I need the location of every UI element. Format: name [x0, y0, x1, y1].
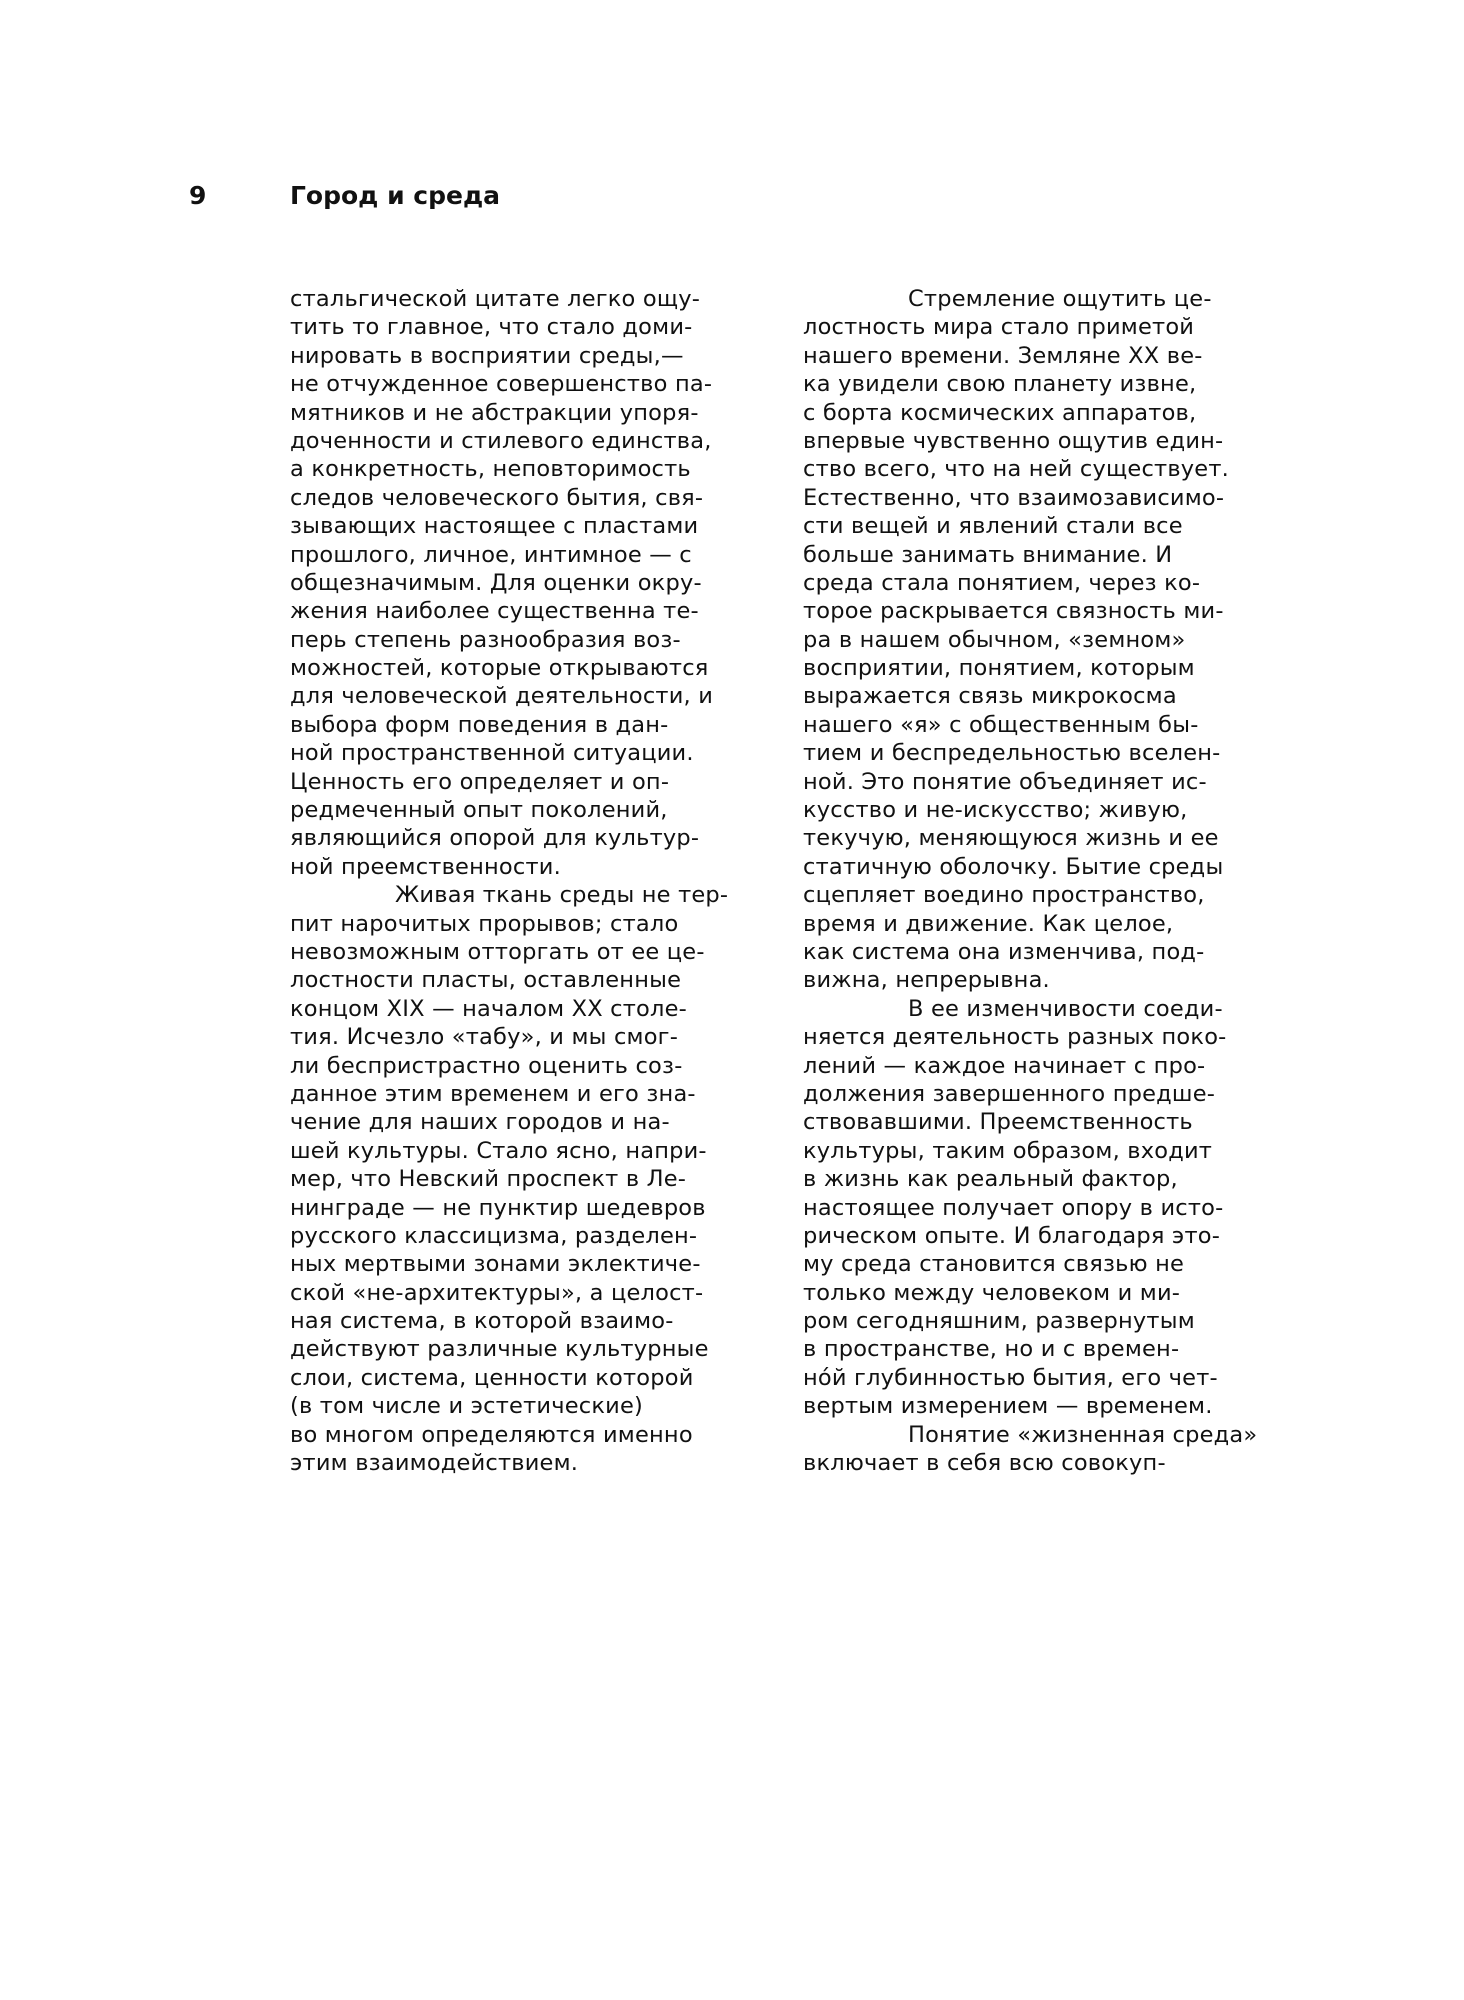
text-line: действуют различные культурные — [290, 1336, 709, 1363]
text-line: тия. Исчезло «табу», и мы смог- — [290, 1024, 679, 1051]
text-column-left — [290, 285, 728, 1477]
text-line: ром сегодняшним, развернутым — [803, 1308, 1195, 1335]
text-line: включает в себя всю совокуп- — [803, 1450, 1166, 1477]
text-line: нашего времени. Земляне XX ве- — [803, 342, 1203, 369]
text-line: лостность мира стало приметой — [803, 314, 1195, 341]
text-line: в жизнь как реальный фактор, — [803, 1166, 1178, 1193]
text-line: доченности и стилевого единства, — [290, 427, 712, 454]
text-line: зывающих настоящее с пластами — [290, 513, 699, 540]
page-number: 9 — [189, 181, 207, 210]
text-line: в пространстве, но и с времен- — [803, 1336, 1180, 1363]
text-line: больше занимать внимание. И — [803, 541, 1173, 568]
text-line: текучую, меняющуюся жизнь и ее — [803, 825, 1219, 852]
text-line: ной. Это понятие объединяет ис- — [803, 768, 1207, 795]
text-line: нировать в восприятии среды,— — [290, 342, 684, 369]
text-line: выбора форм поведения в дан- — [290, 711, 669, 738]
text-line: ство всего, что на ней существует. — [803, 456, 1229, 483]
text-line: восприятии, понятием, которым — [803, 655, 1195, 682]
text-line: Понятие «жизненная среда» — [908, 1421, 1258, 1448]
text-line: ской «не-архитектуры», а целост- — [290, 1279, 704, 1306]
text-line: данное этим временем и его зна- — [290, 1080, 696, 1107]
text-line: ли беспристрастно оценить соз- — [290, 1052, 683, 1079]
text-line: вертым измерением — временем. — [803, 1393, 1213, 1420]
text-line: вижна, непрерывна. — [803, 967, 1050, 994]
text-line: стальгической цитате легко ощу- — [290, 286, 701, 312]
text-line: следов человеческого бытия, свя- — [290, 484, 704, 511]
text-line: культуры, таким образом, входит — [803, 1137, 1213, 1164]
text-line: можностей, которые открываются — [290, 655, 709, 682]
page-title: Город и среда — [290, 181, 501, 210]
text-line: шей культуры. Стало ясно, напри- — [290, 1137, 707, 1164]
text-line: лений — каждое начинает с про- — [803, 1052, 1206, 1079]
text-line: среда стала понятием, через ко- — [803, 569, 1201, 596]
text-line: тить то главное, что стало доми- — [290, 314, 693, 341]
text-line: русского классицизма, разделен- — [290, 1222, 698, 1249]
text-line: с борта космических аппаратов, — [803, 399, 1197, 426]
text-line: впервые чувственно ощутив един- — [803, 427, 1224, 454]
text-line: время и движение. Как целое, — [803, 910, 1174, 937]
text-line: ной пространственной ситуации. — [290, 740, 694, 767]
text-line: В ее изменчивости соеди- — [908, 995, 1223, 1022]
text-line: нóй глубинностью бытия, его чет- — [803, 1364, 1218, 1391]
text-line: Ценность его определяет и оп- — [290, 768, 670, 795]
text-line: редмеченный опыт поколений, — [290, 797, 668, 824]
text-line: Стремление ощутить це- — [908, 286, 1212, 312]
text-line: сти вещей и явлений стали все — [803, 513, 1183, 540]
text-line: слои, система, ценности которой — [290, 1364, 694, 1391]
text-line: невозможным отторгать от ее це- — [290, 938, 705, 965]
text-line: сцепляет воедино пространство, — [803, 882, 1205, 909]
text-column-right — [803, 285, 1257, 1477]
text-line: ра в нашем обычном, «земном» — [803, 626, 1186, 653]
text-line: мятников и не абстракции упоря- — [290, 399, 699, 426]
text-line: нашего «я» с общественным бы- — [803, 711, 1199, 738]
text-line: для человеческой деятельности, и — [290, 683, 714, 710]
text-line: Живая ткань среды не тер- — [395, 882, 729, 909]
text-line: лостности пласты, оставленные — [290, 967, 682, 994]
text-line: как система она изменчива, под- — [803, 938, 1205, 965]
text-line: общезначимым. Для оценки окру- — [290, 569, 702, 596]
text-line: только между человеком и ми- — [803, 1279, 1181, 1306]
text-line: (в том числе и эстетические) — [290, 1393, 643, 1420]
text-line: жения наиболее существенна те- — [290, 598, 699, 625]
text-line: няется деятельность разных поко- — [803, 1024, 1227, 1051]
text-line: кусство и не-искусство; живую, — [803, 797, 1188, 824]
text-line: во многом определяются именно — [290, 1421, 693, 1448]
text-line: рическом опыте. И благодаря это- — [803, 1222, 1221, 1249]
text-line: прошлого, личное, интимное — с — [290, 541, 692, 568]
text-line: чение для наших городов и на- — [290, 1109, 670, 1136]
text-line: выражается связь микрокосма — [803, 683, 1177, 710]
text-line: ка увидели свою планету извне, — [803, 371, 1197, 398]
text-line: му среда становится связью не — [803, 1251, 1185, 1278]
text-line: концом XIX — началом XX столе- — [290, 995, 687, 1022]
text-line: ствовавшими. Преемственность — [803, 1109, 1193, 1136]
text-line: Естественно, что взаимозависимо- — [803, 484, 1225, 511]
text-line: торое раскрывается связность ми- — [803, 598, 1224, 625]
text-line: ных мертвыми зонами эклектиче- — [290, 1251, 701, 1278]
text-line: настоящее получает опору в исто- — [803, 1194, 1224, 1221]
text-line: должения завершенного предше- — [803, 1080, 1216, 1107]
text-line: нинграде — не пунктир шедевров — [290, 1194, 706, 1221]
text-line: являющийся опорой для культур- — [290, 825, 700, 852]
text-line: мер, что Невский проспект в Ле- — [290, 1166, 687, 1193]
text-line: этим взаимодействием. — [290, 1450, 579, 1477]
text-line: статичную оболочку. Бытие среды — [803, 853, 1224, 880]
text-line: ная система, в которой взаимо- — [290, 1308, 674, 1335]
text-line: не отчужденное совершенство па- — [290, 371, 713, 398]
text-line: тием и беспредельностью вселен- — [803, 740, 1221, 767]
text-line: ной преемственности. — [290, 853, 561, 880]
text-line: перь степень разнообразия воз- — [290, 626, 681, 653]
text-line: а конкретность, неповторимость — [290, 456, 691, 483]
text-line: пит нарочитых прорывов; стало — [290, 910, 679, 937]
